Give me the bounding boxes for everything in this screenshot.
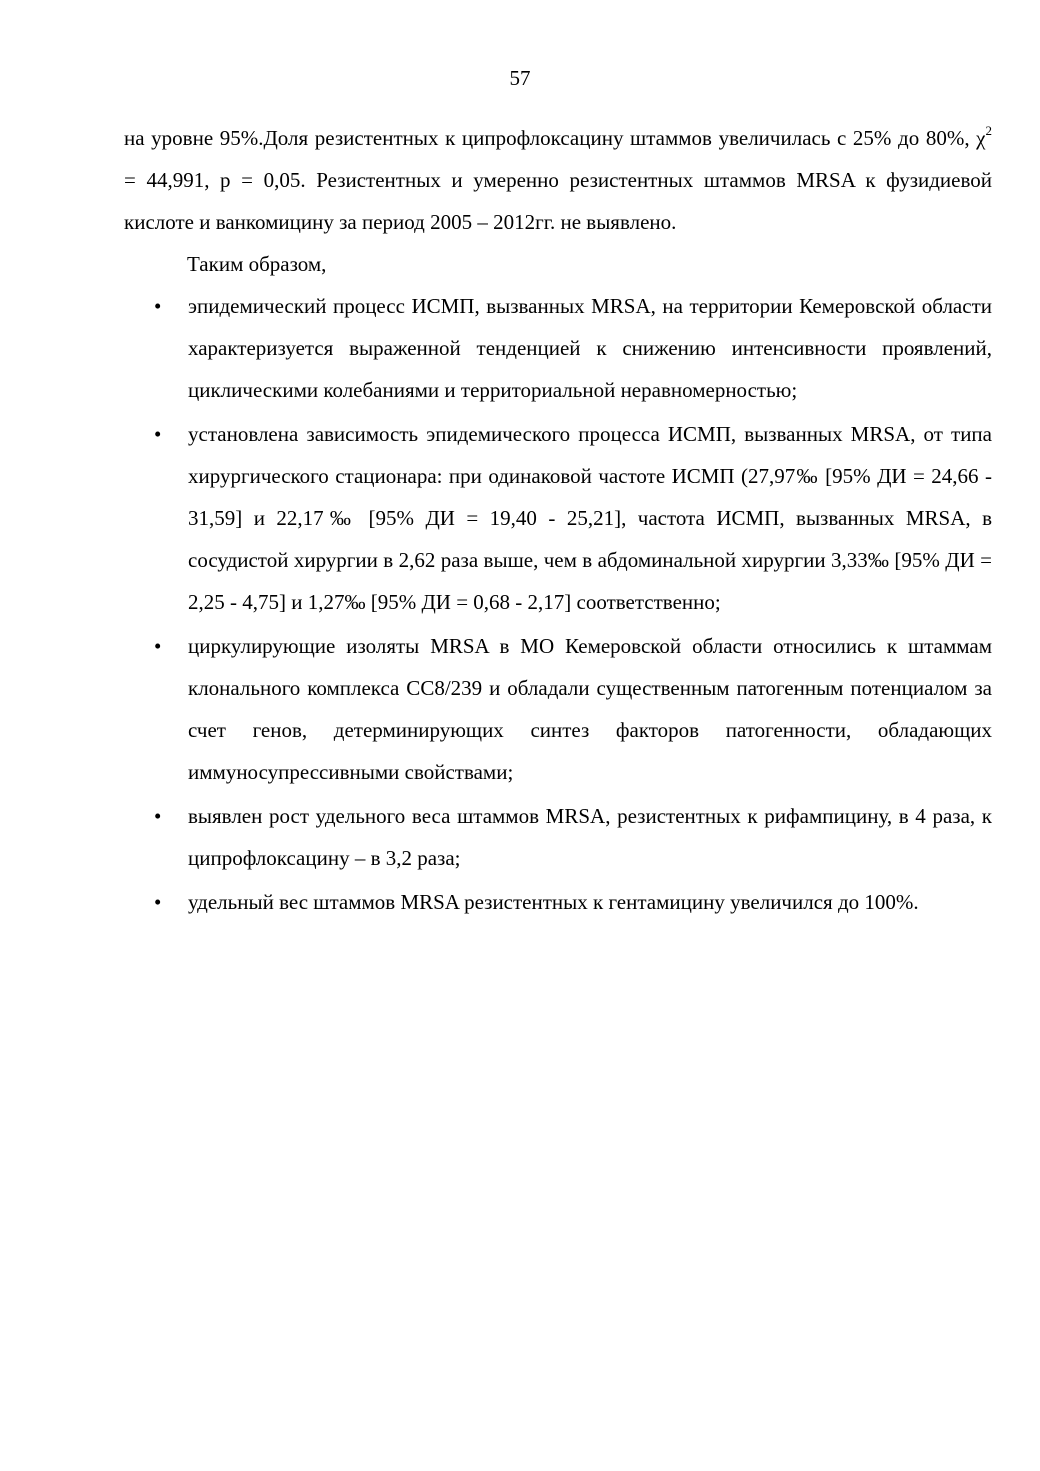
conclusion-list — [124, 285, 992, 923]
list-item — [154, 881, 992, 923]
bullet-icon: • — [154, 422, 162, 446]
list-item — [154, 625, 992, 793]
list-item — [154, 795, 992, 879]
conclusion-intro: Таким образом, — [187, 252, 327, 276]
document-body — [124, 117, 992, 923]
list-item-text: выявлен рост удельного веса штаммов MRSA, резистентных к рифампицину, в 4 раза, к ципрофлоксацину – в 3,2 раза; — [188, 804, 992, 870]
list-item — [154, 285, 992, 411]
bullet-icon: • — [154, 294, 162, 318]
list-item-text: циркулирующие изоляты MRSA в МО Кемеровской области относились к штаммам клонального комплекса СС8/239 и обладали существенным патогенным потенциалом за счет генов, детерминирующих синтез факторов патогенности, обладающих иммуносупрессивными свойствами; — [188, 634, 992, 784]
chi-symbol: χ — [976, 126, 986, 150]
paragraph-text-1: на уровне 95%.Доля резистентных к ципрофлоксацину штаммов увеличилась с 25% до 80%, — [124, 126, 977, 150]
list-item-text: эпидемический процесс ИСМП, вызванных MRSA, на территории Кемеровской области характеризуется выраженной тенденцией к снижению интенсивности проявлений, циклическими колебаниями и территориальной неравномерностью; — [188, 294, 992, 402]
list-item — [154, 413, 992, 623]
bullet-icon: • — [154, 890, 162, 914]
bullet-icon: • — [154, 634, 162, 658]
page-number: 57 — [509, 66, 531, 90]
chi-superscript: 2 — [985, 123, 992, 138]
bullet-icon: • — [154, 804, 162, 828]
list-item-text: удельный вес штаммов MRSA резистентных к гентамицину увеличился до 100%. — [188, 890, 919, 914]
paragraph-text-2: = 44,991, р = 0,05. Резистентных и умеренно резистентных штаммов MRSA к фузидиевой кислоте и ванкомицину за период 2005 – 2012гг. не выявлено. — [124, 168, 992, 234]
paragraph-resistance — [124, 117, 992, 243]
list-item-text: установлена зависимость эпидемического процесса ИСМП, вызванных MRSA, от типа хирургического стационара: при одинаковой частоте ИСМП (27,97‰ [95% ДИ = 24,66 - 31,59] и 22,17‰ [95% ДИ = 19,40 - 25,21], частота ИСМП, вызванных MRSA, в сосудистой хирургии в 2,62 раза выше, чем в абдоминальной хирургии 3,33‰ [95% ДИ = 2,25 - 4,75] и 1,27‰ [95% ДИ = 0,68 - 2,17] соответственно; — [188, 422, 992, 614]
